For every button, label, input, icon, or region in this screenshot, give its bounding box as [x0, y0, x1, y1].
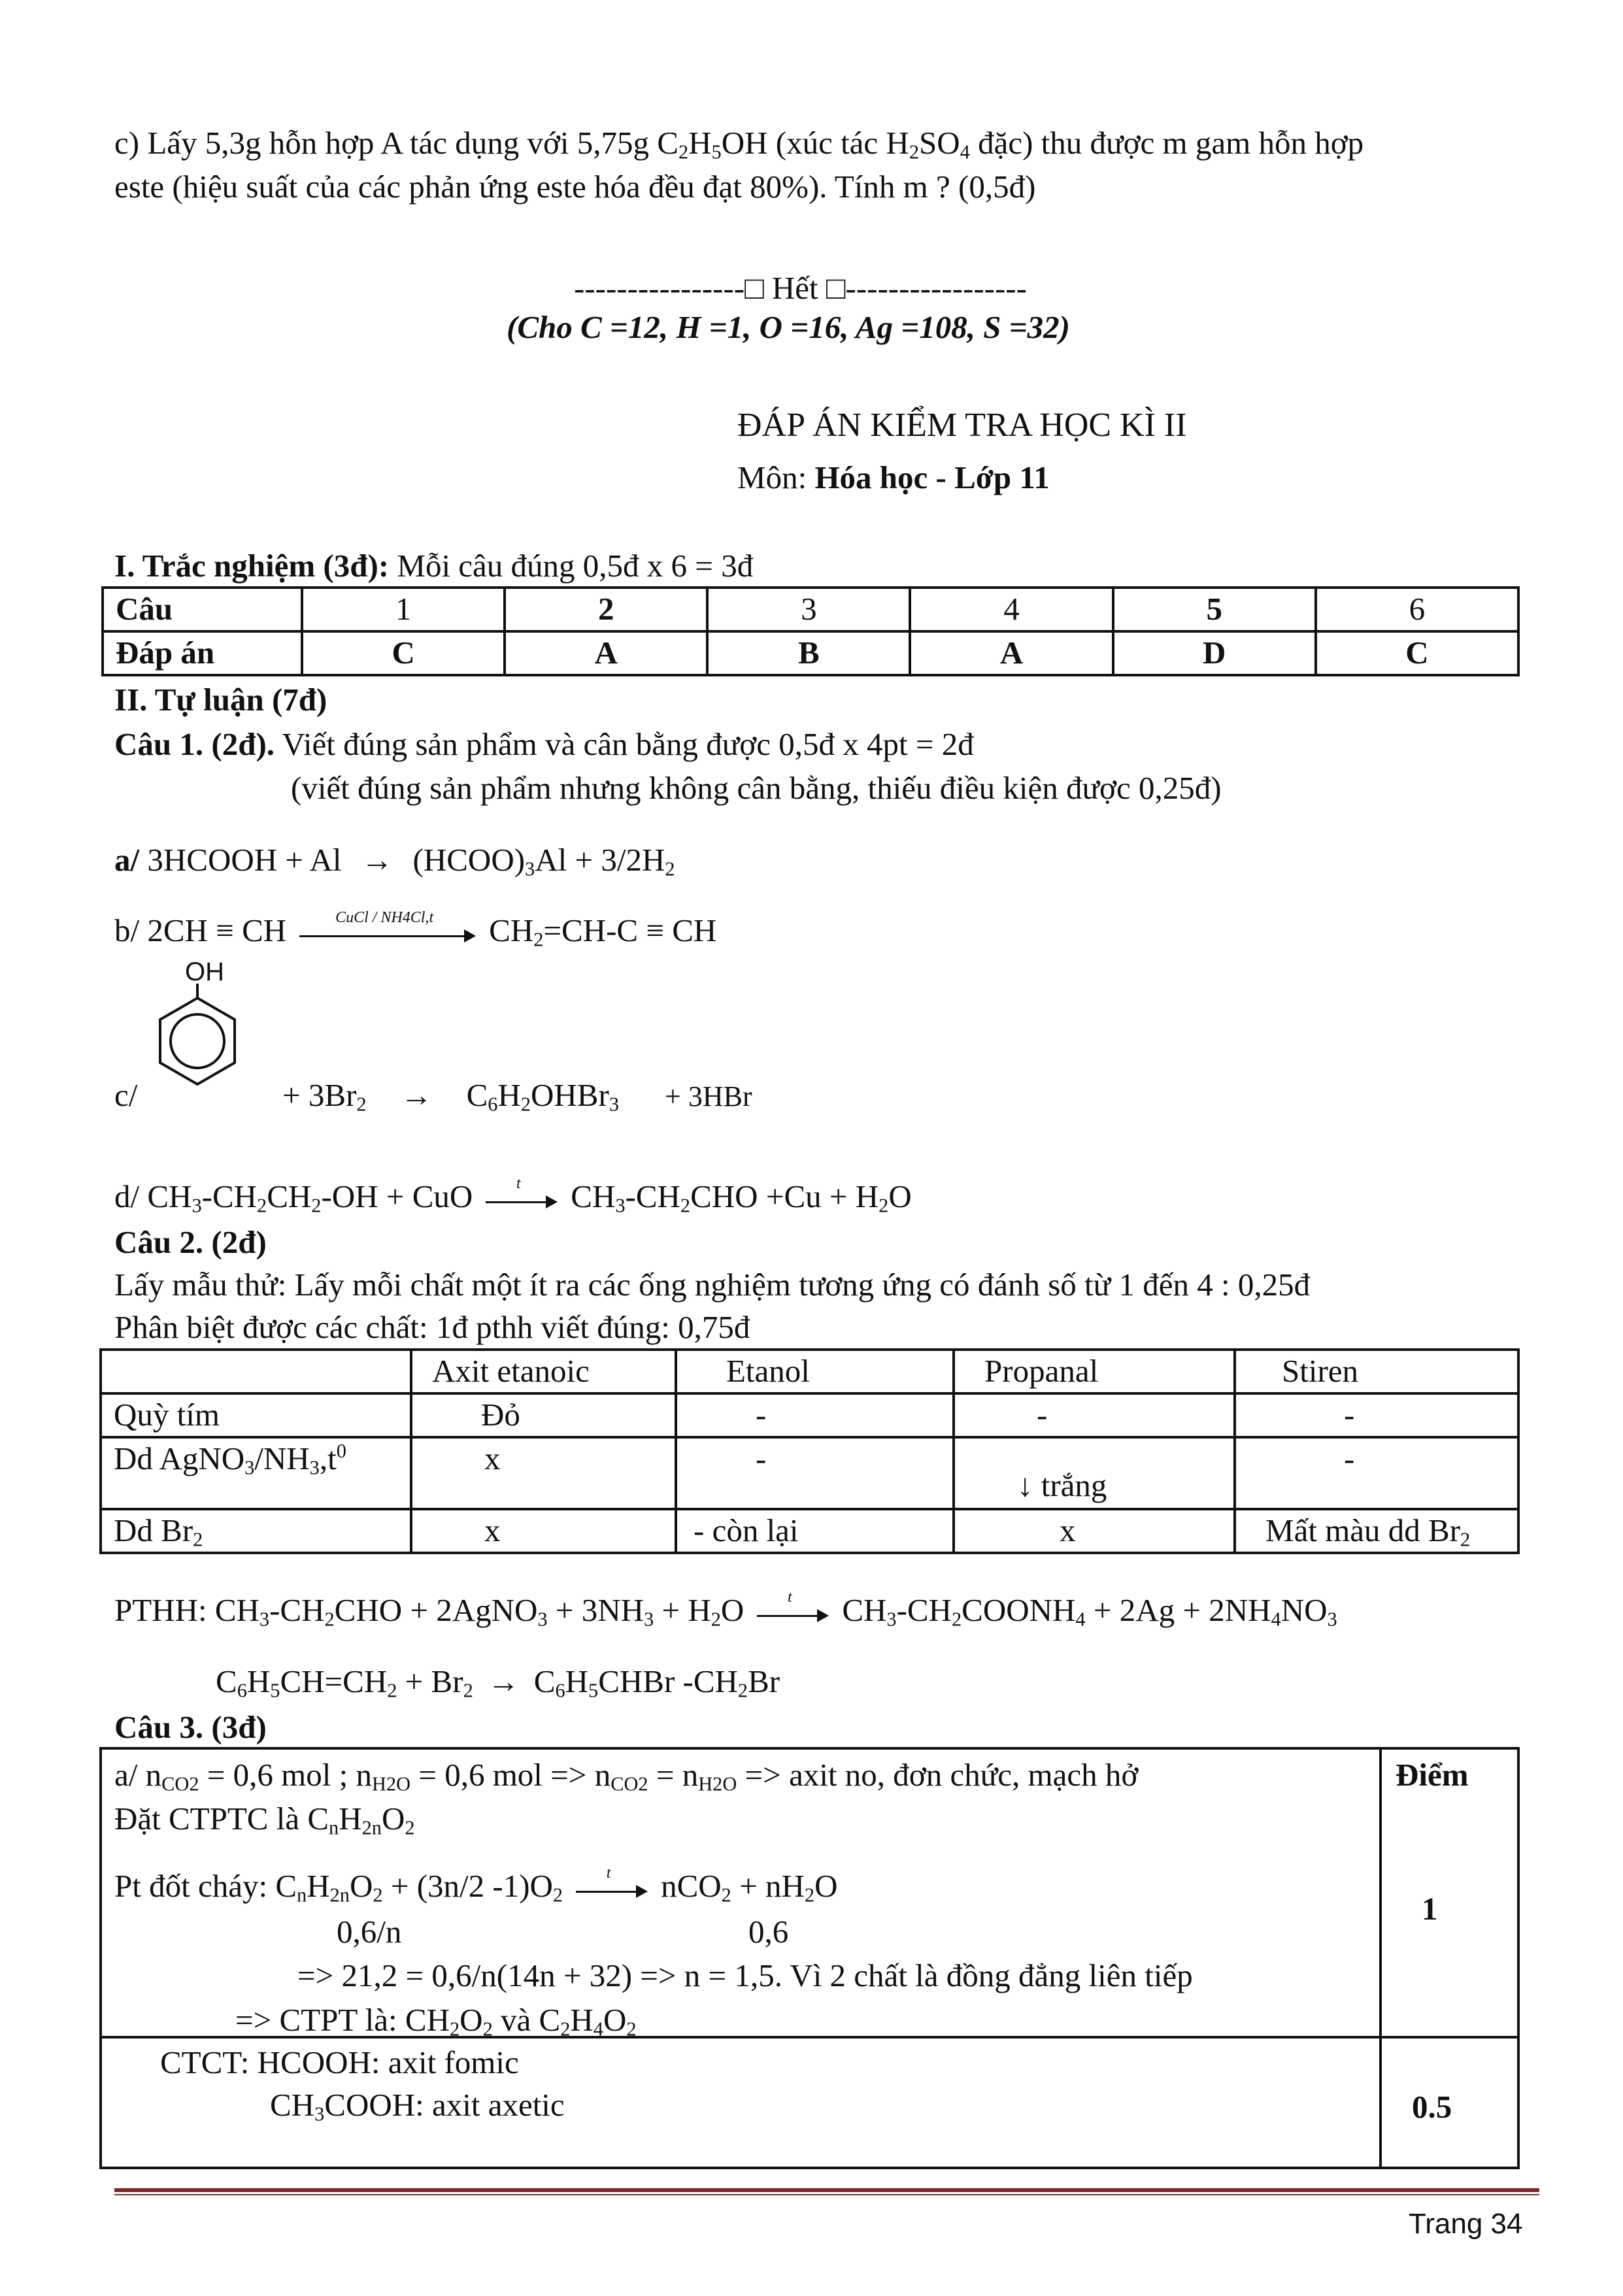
reaction-arrow-icon: → [400, 1077, 433, 1113]
q3-line-1: a/ $n_{CO2} = 0,6$ mol ; $n_{H2O} = 0,6$ mol => $n_{CO2} = n_{H2O}$ => axit no, đơn chức, mạch hở [114, 1757, 1139, 1795]
result-cell: Đỏ [411, 1393, 676, 1437]
question-number: 1 [302, 588, 505, 631]
answer-cell: A [505, 631, 707, 675]
reaction-arrow-icon: t [576, 1876, 648, 1903]
answer-cell: C [302, 631, 505, 675]
q1-heading: Câu 1. (2đ). Viết đúng sản phẩm và cân bằng được 0,5đ x 4pt = 2đ [114, 726, 974, 762]
identification-table [99, 1348, 1520, 1554]
eq-a: a/ 3HCOOH + $Al \to (HCOO)_3Al + 3/2H_2$ [114, 842, 675, 880]
result-cell: - [1235, 1393, 1518, 1437]
question-number: 4 [910, 588, 1113, 631]
row-label: Quỳ tím [101, 1393, 411, 1437]
result-cell: - [676, 1437, 954, 1509]
question-number: 6 [1316, 588, 1518, 631]
reaction-arrow-icon: t [486, 1187, 558, 1213]
result-cell: ↓ trắng [954, 1437, 1235, 1509]
end-mark: ----------------□ Hết □----------------- [574, 270, 1027, 306]
question-number: 3 [707, 588, 910, 631]
q3-line-6: => CTPT là: $CH_2O_2$ và $C_2H_4O_2$ [235, 2002, 637, 2040]
reaction-arrow-icon: CuCl / NH4Cl,t [299, 921, 476, 947]
q3-heading: Câu 3. (3đ) [114, 1709, 267, 1745]
header-cell: Axit etanoic [411, 1350, 676, 1393]
footer-rule-thin [114, 2194, 1539, 2195]
ct-line-1: CTCT: HCOOH: axit fomic [160, 2044, 519, 2080]
header-cell: Stiren [1235, 1350, 1518, 1393]
atomic-masses: (Cho C =12, H =1, O =16, Ag =108, S =32) [507, 309, 1070, 345]
q3-mol-2: 0,6 [748, 1914, 789, 1950]
score-1: 1 [1422, 1891, 1438, 1927]
q1-note: (viết đúng sản phẩm nhưng không cân bằng, thiếu điều kiện được 0,25đ) [291, 770, 1222, 806]
answer-title: ĐÁP ÁN KIỂM TRA HỌC KÌ II [737, 407, 1187, 444]
header-cell [101, 1350, 411, 1393]
q2-heading: Câu 2. (2đ) [114, 1224, 267, 1260]
result-cell: - [954, 1393, 1235, 1437]
eq-c: + $3Br_2$ → $C_6H_2OHBr_3 + 3HBr$ [282, 1077, 752, 1116]
q2-equation-2: $C_6H_5CH=CH_2 + Br_2$ → $C_6H_5CHBr$ $-CH_2Br$ [216, 1663, 780, 1702]
page-number: Trang 34 [1409, 2208, 1523, 2240]
header-cell: Propanal [954, 1350, 1235, 1393]
part2-heading: II. Tự luận (7đ) [114, 682, 327, 718]
result-cell: x [411, 1437, 676, 1509]
ct-line-2: $CH_3COOH$: axit axetic [270, 2087, 565, 2125]
answer-cell: D [1113, 631, 1316, 675]
question-number: 5 [1113, 588, 1316, 631]
intro-line-2: este (hiệu suất của các phản ứng este hóa đều đạt 80%). Tính m ? (0,5đ) [114, 169, 1036, 205]
q2-equation-1: PTHH: $CH_3-CH_2CHO$ + 2AgNO$_3$ + $3NH_3 + H_2O$ t $CH_3-CH_2COONH_4 + 2Ag + 2NH_4NO_3$ [114, 1588, 1337, 1631]
reaction-arrow-icon: → [487, 1663, 520, 1699]
answer-cell: B [707, 631, 910, 675]
row-label: Dd $AgNO_3/NH_3,t^0$ [101, 1437, 411, 1509]
phenol-oh-label: OH [185, 957, 224, 986]
result-cell: Mất màu dd $Br_2$ [1235, 1509, 1518, 1553]
score-header: Điểm [1396, 1757, 1469, 1793]
subject-line: Môn: Hóa học - Lớp 11 [737, 459, 1050, 495]
result-cell: - [1235, 1437, 1518, 1509]
row-label-answer: Đáp án [103, 631, 302, 675]
part1-heading: I. Trắc nghiệm (3đ): Mỗi câu đúng 0,5đ x 6 = 3đ [114, 548, 754, 584]
answer-cell: A [910, 631, 1113, 675]
q3-line-3: Pt đốt cháy: $C_nH_{2n}O_2 + (3n/2$ $-1)O_2$ t $nCO_2 + nH_2O$ [114, 1864, 838, 1906]
eq-d: d/ $CH_3-CH_2CH_2-OH$ + CuO t $CH_3-CH_2CHO +Cu + H_2O$ [114, 1174, 912, 1217]
footer-rule [114, 2188, 1539, 2192]
eq-c-label: c/ [114, 1077, 138, 1113]
answer-cell: C [1316, 631, 1518, 675]
question-number: 2 [505, 588, 707, 631]
q3-line-5: => 21,2 = 0,6/n(14n + 32) => n = 1,5. Vì 2 chất là đồng đẳng liên tiếp [297, 1957, 1193, 1993]
result-cell: x [954, 1509, 1235, 1553]
reaction-arrow-icon: → [361, 842, 393, 878]
q3-mol-1: 0,6/n [337, 1914, 402, 1950]
intro-line-1: c) Lấy 5,3g hỗn hợp A tác dụng với 5,75g $C_2H_5OH$ (xúc tác $H_2SO_4$ đặc) thu được m gam hỗn hợp [114, 125, 1364, 163]
reaction-arrow-icon: t [757, 1601, 829, 1627]
row-label: Dd $Br_2$ [101, 1509, 411, 1553]
q3-line-2: Đặt CTPTC là $C_nH_{2n}O_2$ [114, 1801, 415, 1839]
result-cell: - [676, 1393, 954, 1437]
benzene-ring-icon [154, 984, 239, 1095]
result-cell: - còn lại [676, 1509, 954, 1553]
q2-sample: Lấy mẫu thử: Lấy mỗi chất một ít ra các ống nghiệm tương ứng có đánh số từ 1 đến 4 : 0,25đ [114, 1267, 1311, 1303]
row-label-question: Câu [103, 588, 302, 631]
mc-answer-table [101, 586, 1520, 676]
q2-distinguish: Phân biệt được các chất: 1đ pthh viết đúng: 0,75đ [114, 1309, 750, 1345]
result-cell: x [411, 1509, 676, 1553]
score-2: 0.5 [1412, 2089, 1452, 2125]
eq-b: b/ 2CH ≡ CH CuCl / NH4Cl,t $CH_2=CH-C$ ≡ CH [114, 908, 717, 951]
header-cell: Etanol [676, 1350, 954, 1393]
score-column-divider [1379, 1747, 1382, 2169]
